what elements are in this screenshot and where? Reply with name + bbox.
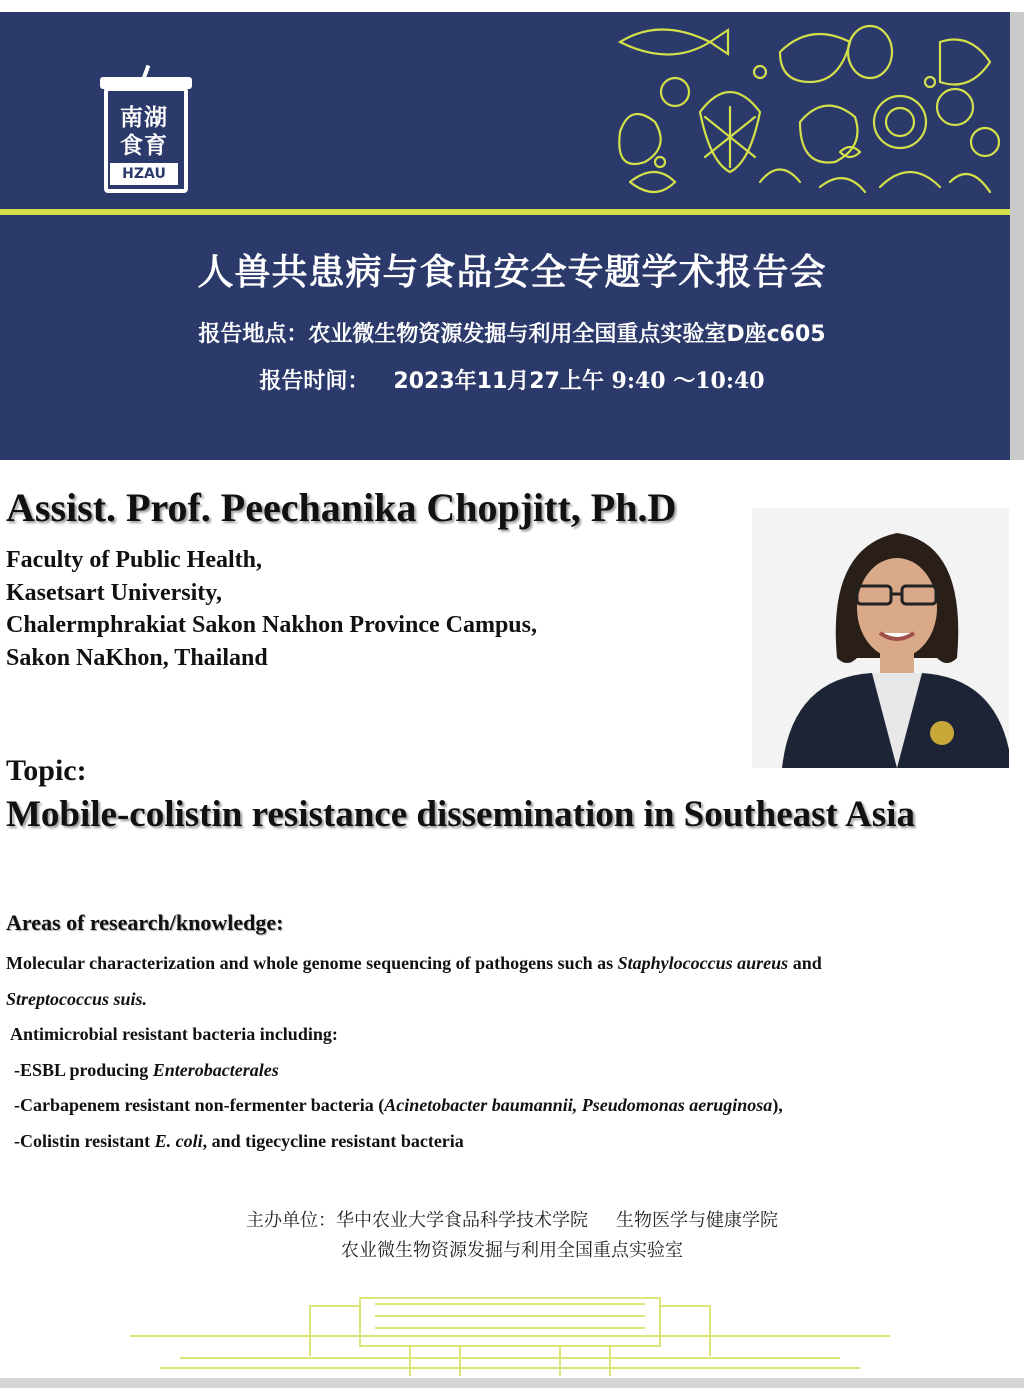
areas-line: Streptococcus suis. xyxy=(6,988,148,1009)
event-title: 人兽共患病与食品安全专题学术报告会 xyxy=(197,252,827,293)
topic-title: Mobile-colistin resistance dissemination in Southeast Asia xyxy=(6,794,915,835)
event-time-date: 2023年11月27上午 xyxy=(393,369,604,394)
event-time xyxy=(0,364,1024,395)
logo-line-1: 南湖 xyxy=(120,105,168,131)
affiliation-line: Faculty of Public Health, xyxy=(6,547,262,573)
organizer-1: 华中农业大学食品科学技术学院 xyxy=(336,1210,588,1231)
event-time-clock: 9:40 ～10:40 xyxy=(611,368,765,394)
affiliation-line: Kasetsart University, xyxy=(6,579,222,606)
areas-line: -ESBL producing Enterobacterales xyxy=(14,1059,279,1080)
organizer-line xyxy=(0,1206,1024,1236)
affiliation-line: Sakon NaKhon, Thailand xyxy=(6,644,268,671)
organizer-3: 农业微生物资源发掘与利用全国重点实验室 xyxy=(341,1240,683,1261)
areas-heading: Areas of research/knowledge: xyxy=(6,910,284,935)
organizer-block xyxy=(0,1206,1024,1266)
areas-line: Molecular characterization and whole genome sequencing of pathogens such as Staphylococcus aureus and xyxy=(6,953,822,973)
campus-building-icon xyxy=(120,1296,900,1378)
affiliation-line: Chalermphrakiat Sakon Nakhon Province Campus, xyxy=(6,612,537,638)
speaker-photo xyxy=(752,508,1009,768)
event-time-label: 报告时间： xyxy=(259,369,370,394)
header-banner xyxy=(0,12,1024,460)
topic-label: Topic: xyxy=(6,754,87,787)
banner-divider xyxy=(0,209,1024,215)
event-location: 报告地点：农业微生物资源发掘与利用全国重点实验室D座c605 xyxy=(198,322,826,347)
organizer-label: 主办单位： xyxy=(246,1210,336,1231)
speaker-name: Assist. Prof. Peechanika Chopjitt, Ph.D xyxy=(6,485,677,530)
speaker-portrait-icon xyxy=(752,508,1009,768)
logo-line-2: 食育 xyxy=(120,133,168,159)
areas-line: -Colistin resistant E. coli, and tigecycline resistant bacteria xyxy=(14,1130,464,1151)
organizer-2: 生物医学与健康学院 xyxy=(616,1210,778,1231)
logo-subtext: HZAU xyxy=(110,163,178,185)
food-doodle-icon xyxy=(600,12,1010,209)
research-areas xyxy=(6,946,1016,1159)
areas-line: -Carbapenem resistant non-fermenter bacteria (Acinetobacter baumannii, Pseudomonas aeruginosa), xyxy=(14,1095,783,1115)
speaker-affiliation xyxy=(6,544,537,674)
hzau-logo xyxy=(100,65,198,197)
areas-line: Antimicrobial resistant bacteria including: xyxy=(10,1024,338,1044)
